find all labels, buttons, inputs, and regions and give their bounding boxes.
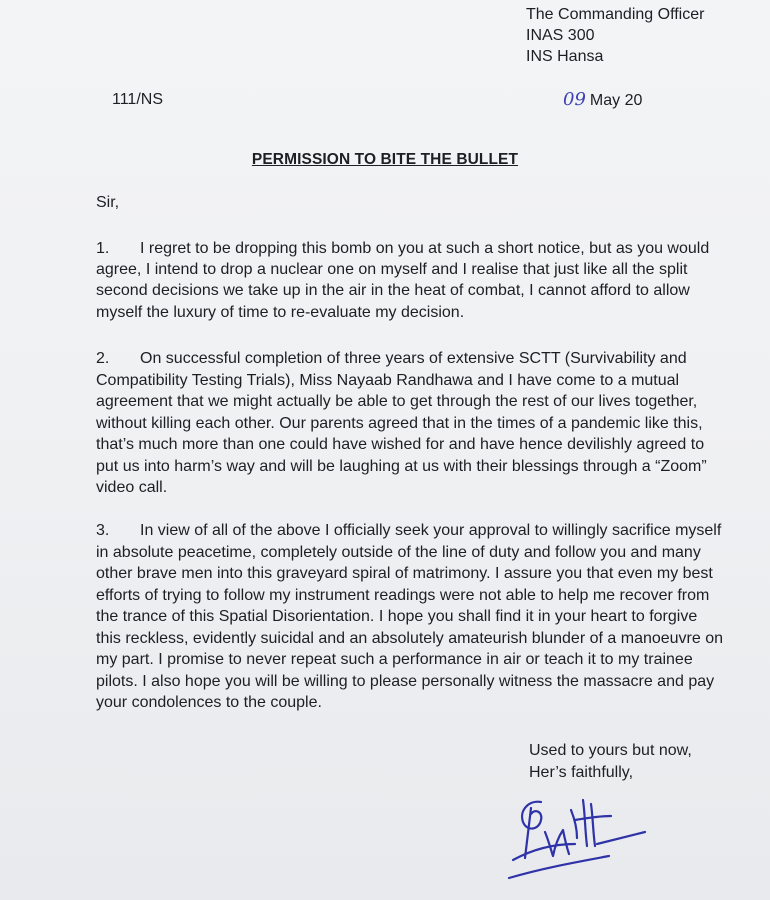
letter-date [563,89,642,110]
reference-number: 111/NS [112,91,163,108]
closing-line-2: Her’s faithfully, [529,764,634,781]
signature-stroke [591,804,595,846]
recipient-line-2: INAS 300 [526,27,595,44]
handwritten-day: 09 [563,89,586,110]
signature-stroke [597,832,645,844]
signature [505,790,655,885]
signature-stroke [525,808,531,858]
paragraph-number: 2. [96,350,110,367]
letter-subject: PERMISSION TO BITE THE BULLET [251,151,519,168]
closing-line-1: Used to yours but now, [529,742,692,759]
recipient-line-1: The Commanding Officer [526,6,705,23]
signature-stroke [571,810,577,838]
paragraph-3 [96,520,724,714]
closing-block [529,740,692,784]
paragraph-number: 3. [96,522,110,539]
paragraph-text: I regret to be dropping this bomb on you at such a short notice, but as you would agree, I intend to drop a nuclear one on myself and I realise that just like all the split second decisions we take up in the air in the heat of combat, I cannot afford to allow myself the luxury of time to re-evaluate my decision. [96,240,710,321]
paragraph-number: 1. [96,240,110,257]
signature-stroke [545,830,569,856]
signature-stroke [583,800,587,846]
recipient-line-3: INS Hansa [526,48,604,65]
paragraph-text: On successful completion of three years of extensive SCTT (Survivability and Compatibility Testing Trials), Miss Nayaab Randhawa and I have come to a mutual agreement that we might actually be able to get through the rest of our lives together, without killing each other. Our parents agreed that in the times of a pandemic like this, that’s much more than one could have wished for and have hence devilishly agreed to put us into harm’s way and will be laughing at us with their blessings through a “Zoom” video call. [96,350,707,496]
paragraph-1 [96,238,724,323]
salutation: Sir, [96,194,120,211]
date-month-year: May 20 [589,92,643,109]
signature-stroke [509,856,609,878]
paragraph-2 [96,348,724,499]
recipient-address [526,4,704,67]
signature-stroke [522,802,541,829]
paragraph-text: In view of all of the above I officially seek your approval to willingly sacrifice myself in absolute peacetime, completely outside of the line of duty and follow you and many other brave men into this graveyard spiral of matrimony. I assure you that even my best efforts of trying to follow my instrument readings were not able to help me recover from the trance of this Spatial Disorientation. I hope you shall find it in your heart to forgive this reckless, evidently suicidal and an absolutely amateurish blunder of a manoeuvre on my part. I promise to never repeat such a performance in air or teach it to my trainee pilots. I also hope you will be willing to please personally witness the massacre and pay your condolences to the couple. [96,522,724,711]
